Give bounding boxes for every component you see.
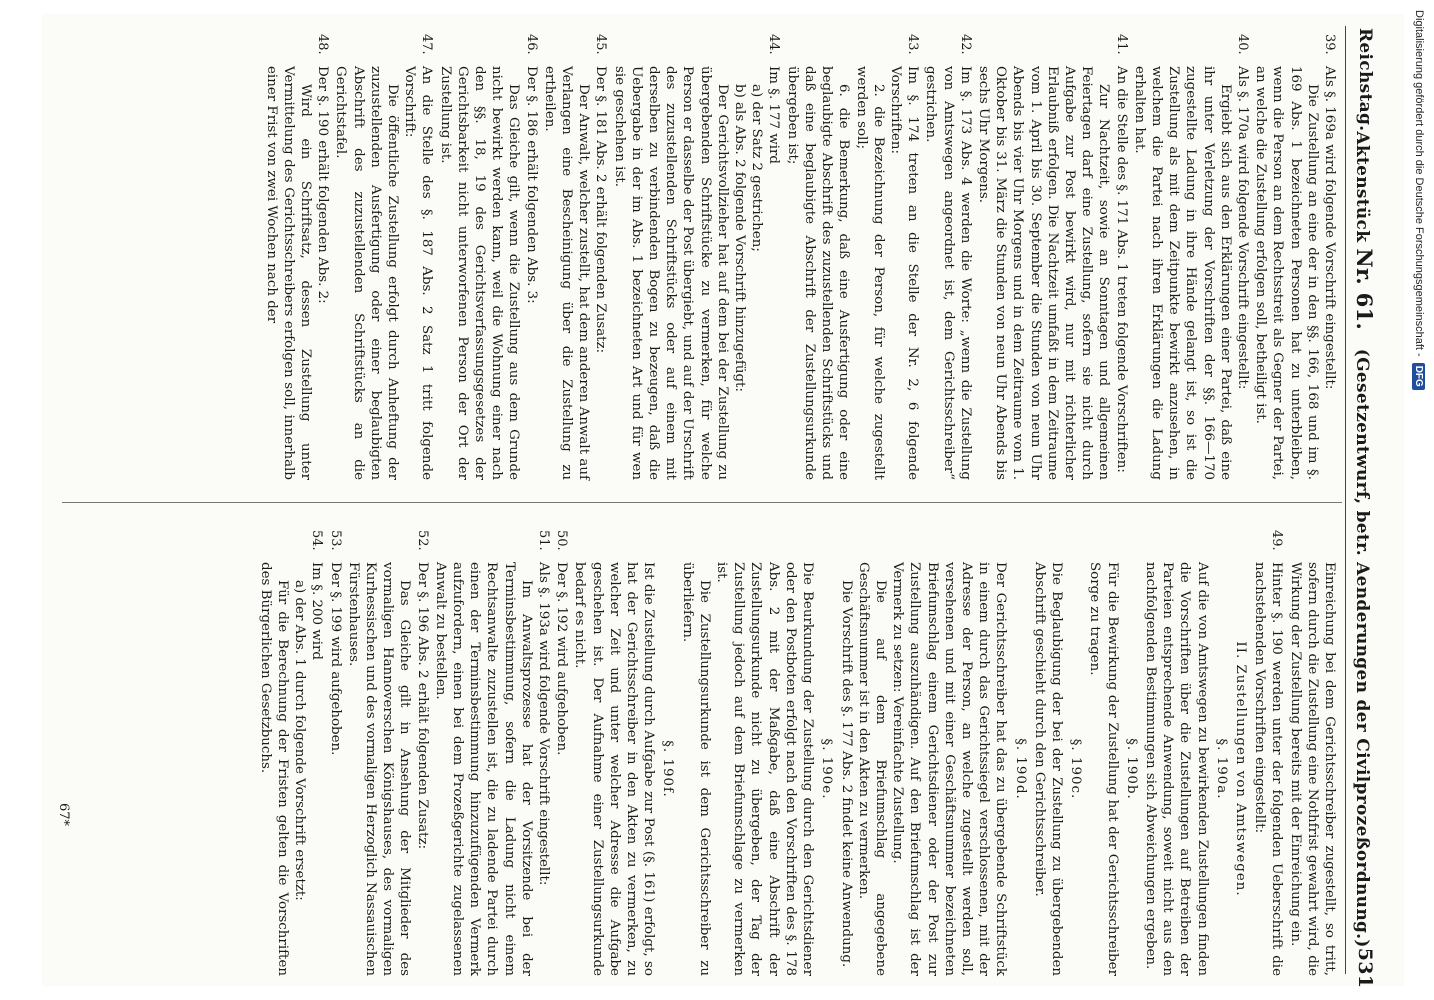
item-number: 46. (523, 34, 539, 55)
text-line: Der §. 199 wird aufgehoben. (327, 562, 343, 756)
paragraph-item (784, 34, 922, 480)
text-line: Die Beurkundung der Zustellung durch den Gerichtsdiener oder den Postboten erfolgt nach den Vorschriften des §. 178 Abs. 2 mit der Maßgabe, daß eine Abschrift der Zustellungsurkunde nicht zu übergeben, der Tag der Zustellung jedoch auf dem Briefumschlage zu vermerken ist. (714, 562, 816, 976)
text-line: Zur Nachtzeit, sowie an Sonntagen und allgemeinen Feiertagen darf eine Zustellung, sofern sie nicht durch Aufgabe zur Post bewirkt wird, nur mit richterlicher Erlaubniß erfolgen. Die Nachtzeit umfaßt in dem Zeitraume vom 1. April bis 30. September die Stunden von neun Uhr Abends bis vier Uhr Morgens und in dem Zeitraume vom 1. Oktober bis 31. März die Stunden von neun Uhr Abends bis sechs Uhr Morgens. (975, 66, 1112, 480)
text-line: An die Stelle des §. 171 Abs. 1 treten folgende Vorschriften: (1113, 66, 1129, 473)
text-line: Der Gerichtsschreiber hat das zu übergebende Schriftstück in einem durch das Gerichtssiegel verschlossenen, mit der Adresse der Person, an welche zugestellt werden soll, versehenen und mit einer Geschäftsnummer bezeichneten Briefumschlag einem Gerichtsdiener oder der Post zur Zustellung auszuhändigen. Auf den Briefumschlag ist der Vermerk zu setzen: Vereinfachte Zustellung. (890, 562, 1009, 976)
text-line: b) als Abs. 2 folgende Vorschrift hinzugefügt: (732, 84, 748, 392)
text-line: Die Zustellung an eine der in den §§. 166, 168 und im §. 169 Abs. 1 bezeichneten Personen hat zu unterbleiben, wenn die Person an dem Rechtsstreit als Gegner der Partei, an welche die Zustellung erfolgen soll, betheiligt ist. (1253, 66, 1320, 480)
text-line: Die öffentliche Zustellung erfolgt durch Anheftung der zuzustellenden Ausfertigung oder einer beglaubigten Abschrift des zuzustellenden Schriftstücks an die Gerichtstafel. (333, 66, 401, 480)
paragraph-item (1086, 530, 1140, 976)
credit-text: Digitalisierung gefördert durch die Deutsche Forschungsgemeinschaft - (1413, 10, 1425, 357)
right-column (256, 530, 1338, 976)
text-line: Im Anwaltsprozesse hat der Vorsitzende bei der Terminsbestimmung, sofern die Ladung nicht einem Rechtsanwalte zuzustellen ist, die zu ladende Partei durch einen der Terminsbestimmung hinzuzufügenden Vermerk aufzufordern, einen bei dem Prozeßgerichte zugelassenen Anwalt zu bestellen. (432, 562, 534, 976)
text-line: Wird ein Schriftsatz, dessen Zustellung unter Vermittelung des Gerichtsschreibers erfolgen soll, innerhalb einer Frist von zwei Wochen nach der (263, 66, 314, 480)
paragraph-item (922, 34, 974, 480)
item-number: 51. (536, 530, 552, 551)
item-number: 49. (1269, 530, 1285, 551)
text-line: Der Anwalt, welcher zustellt, hat dem anderen Anwalt auf Verlangen eine Bescheinigung über die Zustellung zu ertheilen. (541, 66, 592, 480)
text-line: a) der Abs. 1 durch folgende Vorschrift ersetzt: (292, 580, 308, 901)
item-number: 54. (309, 530, 325, 551)
column-rule (62, 502, 1342, 503)
text-line: Als §. 170a wird folgende Vorschrift eingestellt: (1234, 66, 1250, 390)
paragraph-item (1232, 530, 1249, 976)
text-line: Einreichung bei dem Gerichtsschreiber zugestellt, so tritt, sofern durch die Zustellung eine Nothfrist gewahrt wird, die Wirkung der Zustellung bereits mit der Einreichung ein. (1287, 562, 1337, 976)
paragraph-item (436, 34, 539, 480)
section-heading: §. 190f. (660, 740, 676, 798)
paragraph-item (678, 530, 835, 976)
paragraph-item (571, 530, 676, 976)
paragraph-item (345, 530, 431, 976)
section-heading: §. 190b. (1123, 738, 1139, 800)
item-number: 40. (1234, 34, 1250, 55)
text-line: Der §. 190 erhält folgenden Abs. 2: (315, 66, 331, 304)
text-line: Der §. 196 Abs. 2 erhält folgenden Zusatz: (414, 562, 430, 850)
text-line: Der §. 192 wird aufgehoben. (554, 562, 570, 756)
text-line: Im §. 174 treten an die Stelle der Nr. 2, 6 folgende Vorschriften: (887, 66, 921, 480)
text-line: Der Gerichtsvollzieher hat auf dem bei der Zustellung zu übergebenden Schriftstücke zu vermerken, für welche Person er dasselbe der Post übergiebt, und auf der Urschrift des zuzustellenden Schriftstücks oder auf einem mit derselben zu verbindenden Bogen zu bezeugen, daß die Uebergabe in der im Abs. 1 bezeichneten Art und für wen sie geschehen ist. (611, 66, 730, 480)
text-line: Der §. 186 erhält folgenden Abs. 3: (523, 66, 539, 304)
dfg-logo: DFG (1413, 363, 1426, 390)
item-number: 39. (1322, 34, 1337, 55)
section-heading: §. 190a. (1213, 738, 1229, 800)
paragraph-item (1286, 530, 1338, 976)
text-line: Für die Berechnung der Fristen gelten die Vorschriften des Bürgerlichen Gesetzbuchs. (257, 562, 291, 976)
text-line: Als §. 193a wird folgende Vorschrift eingestellt: (536, 562, 552, 886)
paragraph-item (326, 530, 343, 976)
text-line: a) der Satz 2 gestrichen; (749, 84, 765, 252)
paragraph-item (1251, 530, 1285, 976)
scanned-page (42, 14, 1404, 989)
header-nr: Nr. 61. (1352, 248, 1378, 331)
item-number: 42. (957, 34, 973, 55)
paragraph-item (541, 34, 610, 480)
item-number: 48. (315, 34, 331, 55)
item-number: 50. (554, 530, 570, 551)
item-number: 53. (327, 530, 343, 551)
text-line: 6. die Bemerkung, daß eine Ausfertigung oder eine beglaubigte Abschrift des zuzustellenden Schriftstücks und daß eine beglaubigte Abschrift der Zustellungsurkunde übergeben ist; (784, 66, 852, 480)
paragraph-item (1031, 530, 1085, 976)
item-number: 43. (905, 34, 921, 55)
paragraph-item (1131, 34, 1251, 480)
paragraph-item (837, 530, 1028, 976)
item-number: 45. (593, 34, 609, 55)
footer-mark: 67* (56, 802, 71, 826)
paragraph-item (610, 34, 782, 480)
header-title (1353, 131, 1378, 947)
text-line: Ist die Zustellung durch Aufgabe zur Post (§. 161) erfolgt, so hat der Gerichtsschreiber in den Akten zu vermerken, zu welcher Zeit und unter welcher Adresse die Aufgabe geschehen ist. Der Aufnahme einer Zustellungsurkunde bedarf es nicht. (572, 562, 657, 976)
section-heading: II. Zustellungen von Amtswegen. (1232, 641, 1248, 897)
text-line: Im §. 173 Abs. 4 werden die Worte: „wenn die Zustellung von Amtswegen angeordnet ist, dem Gerichtsschreiber“ gestrichen. (923, 66, 973, 480)
paragraph-item (262, 34, 331, 480)
paragraph-item (432, 530, 552, 976)
header-left: Reichstag. (1355, 28, 1375, 132)
text-line: Die Zustellungsurkunde ist dem Gerichtsschreiber zu überliefern. (679, 562, 712, 976)
item-number: 41. (1113, 34, 1129, 55)
text-line: Das Gleiche gilt, wenn die Zustellung aus dem Grunde nicht bewirkt werden kann, weil die Wohnung einer nach den §§. 18, 19 des Gerichtsverfassungsgesetzes der Gerichtsbarkeit nicht unterworfenen Person der Ort der Zustellung ist. (437, 66, 522, 480)
text-line: Für die Bewirkung der Zustellung hat der Gerichtsschreiber Sorge zu tragen. (1087, 562, 1120, 976)
text-line: 2. die Bezeichnung der Person, für welche zugestellt werden soll; (853, 66, 886, 480)
text-line: Die Beglaubigung der bei der Zustellung zu übergebenden Abschrift geschieht durch den Gerichtsschreiber. (1031, 562, 1064, 976)
paragraph-item (332, 34, 435, 480)
page-header (1348, 28, 1382, 989)
paragraph-item (257, 530, 326, 976)
text-line: Hinter §. 190 werden unter der folgenden Ueberschrift die nachstehenden Vorschriften eingestellt: (1252, 562, 1285, 976)
text-line: Im §. 177 wird (766, 66, 782, 164)
text-line: Der §. 181 Abs. 2 erhält folgenden Zusatz: (593, 66, 609, 354)
text-line: Als §. 169a wird folgende Vorschrift eingestellt: (1322, 66, 1337, 390)
text-line: Im §. 200 wird (309, 562, 325, 660)
section-heading: §. 190e. (819, 738, 835, 800)
section-heading: §. 190d. (1012, 738, 1028, 800)
digitization-credit (1406, 10, 1432, 990)
left-column (261, 34, 1338, 480)
paragraph-item (1142, 530, 1230, 976)
item-number: 47. (419, 34, 435, 55)
paragraph-item (553, 530, 570, 976)
text-line: Die Vorschrift des §. 177 Abs. 2 findet keine Anwendung. (838, 580, 854, 968)
item-number: 52. (414, 530, 430, 551)
paragraph-item (1252, 34, 1338, 480)
header-subtitle: (Gesetzentwurf, betr. Aenderungen der Civilprozeßordnung.) (1352, 348, 1373, 948)
header-rule (1345, 26, 1346, 974)
text-line: An die Stelle des §. 187 Abs. 2 Satz 1 tritt folgende Vorschrift: (402, 66, 435, 480)
text-line: Die auf dem Briefumschlag angegebene Geschäftsnummer ist in den Akten zu vermerken. (855, 562, 888, 976)
text-line: Das Gleiche gilt in Ansehung der Mitglieder des vormaligen Hannoverschen Königshauses, des vormaligen Kurhessischen und des vormaligen Herzoglich Nassauischen Fürstenhauses. (345, 562, 413, 976)
section-heading: §. 190c. (1068, 738, 1084, 800)
header-prefix: Aktenstück (1352, 131, 1373, 249)
page-number: 531 (1354, 947, 1376, 989)
text-line: Auf die von Amtswegen zu bewirkenden Zustellungen finden die Vorschriften über die Zustellungen auf Betreiben der Parteien entsprechende Anwendung, soweit nicht aus den nachfolgenden Bestimmungen sich Abweichungen ergeben. (1142, 562, 1210, 976)
item-number: 44. (766, 34, 782, 55)
text-line: Ergiebt sich aus den Erklärungen einer Partei, daß eine ihr unter Verletzung der Vorschriften der §§. 166—170 zugestellte Ladung in ihre Hände gelangt ist, so ist die Zustellung als mit dem Zeitpunkte bewirkt anzusehen, in welchem die Partei nach ihren Erklärungen die Ladung erhalten hat. (1131, 66, 1233, 480)
paragraph-item (975, 34, 1130, 480)
